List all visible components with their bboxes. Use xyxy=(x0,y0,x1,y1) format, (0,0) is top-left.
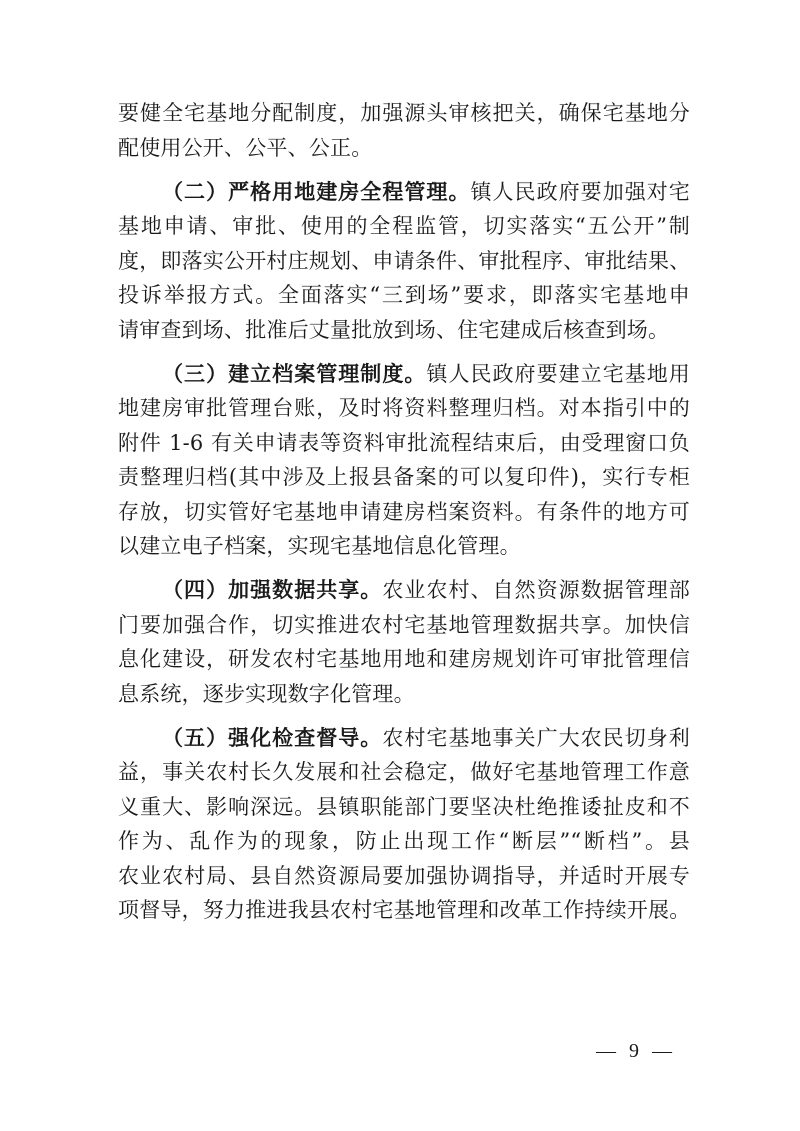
text-line: 农业农村局、县自然资源局要加强协调指导，并适时开展专 xyxy=(118,863,690,888)
paragraph-2 xyxy=(118,175,690,348)
paragraph-4 xyxy=(118,573,690,711)
text-line: （二）严格用地建房全程管理。镇人民政府要加强对宅 xyxy=(162,179,690,204)
text-line: 项督导，努力推进我县农村宅基地管理和改革工作持续开展。 xyxy=(118,898,691,922)
text-line: （四）加强数据共享。农业农村、自然资源数据管理部 xyxy=(162,578,690,602)
section-heading: （五）强化检查督导。 xyxy=(162,725,383,750)
text-line: 作为、乱作为的现象，防止出现工作“断层”“断档”。县 xyxy=(118,829,690,853)
document-body xyxy=(118,96,690,928)
text-line: 益，事关农村长久发展和社会稳定，做好宅基地管理工作意 xyxy=(118,760,690,784)
text-line: 附件 1-6 有关申请表等资料审批流程结束后，由受理窗口负 xyxy=(118,430,690,455)
paragraph-1 xyxy=(118,96,690,165)
text-line: 息化建设，研发农村宅基地用地和建房规划许可审批管理信 xyxy=(118,647,690,671)
text-line: 责整理归档(其中涉及上报县备案的可以复印件)，实行专柜 xyxy=(118,465,690,489)
text-line: 配使用公开、公平、公正。 xyxy=(118,135,373,160)
text-line: （三）建立档案管理制度。镇人民政府要建立宅基地用 xyxy=(162,361,690,386)
paragraph-5 xyxy=(118,721,690,928)
section-heading: （二）严格用地建房全程管理。 xyxy=(162,179,471,204)
page-number: — 9 — xyxy=(596,1040,676,1062)
text-line: 请审查到场、批准后丈量批放到场、住宅建成后核查到场。 xyxy=(118,317,670,342)
text-line: 投诉举报方式。全面落实“三到场”要求，即落实宅基地申 xyxy=(118,283,690,307)
text-line: 基地申请、审批、使用的全程监管，切实落实“五公开”制 xyxy=(118,214,690,238)
text-line: 门要加强合作，切实推进农村宅基地管理数据共享。加快信 xyxy=(118,612,690,637)
section-heading: （四）加强数据共享。 xyxy=(162,578,383,602)
text-line: 地建房审批管理台账，及时将资料整理归档。对本指引中的 xyxy=(118,396,690,420)
text-line: 存放，切实管好宅基地申请建房档案资料。有条件的地方可 xyxy=(118,499,690,524)
section-heading: （三）建立档案管理制度。 xyxy=(162,361,427,386)
paragraph-3 xyxy=(118,357,690,564)
text-line: 度，即落实公开村庄规划、申请条件、审批程序、审批结果、 xyxy=(118,248,691,273)
text-line: 息系统，逐步实现数字化管理。 xyxy=(118,681,415,706)
text-line: 以建立电子档案，实现宅基地信息化管理。 xyxy=(118,534,521,558)
text-line: 义重大、影响深远。县镇职能部门要坚决杜绝推诿扯皮和不 xyxy=(118,794,690,819)
text-line: 要健全宅基地分配制度，加强源头审核把关，确保宅基地分 xyxy=(118,101,690,125)
text-line: （五）强化检查督导。农村宅基地事关广大农民切身利 xyxy=(162,725,690,750)
